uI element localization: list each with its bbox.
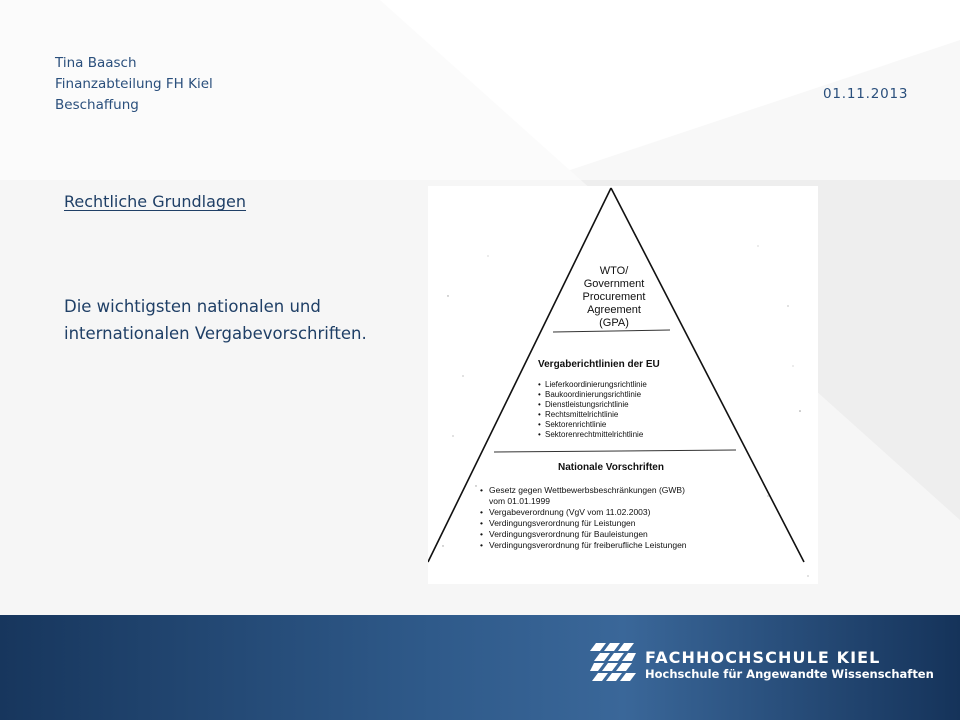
- gpa-line-1: WTO/: [599, 265, 629, 277]
- department-name: Finanzabteilung FH Kiel: [55, 76, 213, 92]
- eu-item: Sektorenrichtlinie: [545, 420, 607, 429]
- gpa-line-2: Government: [583, 278, 645, 290]
- body-line-2: internationalen Vergabevorschriften.: [64, 324, 367, 343]
- body-line-1: Die wichtigsten nationalen und: [64, 297, 321, 316]
- national-item: vom 01.01.1999: [489, 496, 550, 506]
- footer-institution-subtitle: Hochschule für Angewandte Wissenschaften: [645, 667, 934, 681]
- author-block: [55, 53, 213, 116]
- pyramid-middle: [538, 359, 660, 439]
- national-item: Verdingungsverordnung für Bauleistungen: [489, 529, 648, 539]
- national-item: Vergabeverordnung (VgV vom 11.02.2003): [489, 507, 651, 517]
- eu-item: Dienstleistungsrichtlinie: [545, 400, 629, 409]
- national-bullet: •: [480, 540, 483, 550]
- eu-bullet: •: [538, 380, 541, 389]
- eu-bullet: •: [538, 390, 541, 399]
- national-bullet: •: [480, 507, 483, 517]
- national-title: Nationale Vorschriften: [558, 462, 664, 473]
- unit-name: Beschaffung: [55, 97, 139, 113]
- eu-bullet: •: [538, 420, 541, 429]
- slide-date: 01.11.2013: [823, 86, 909, 102]
- eu-bullet: •: [538, 400, 541, 409]
- pyramid-top: [583, 265, 646, 329]
- national-bullet: •: [480, 485, 483, 495]
- eu-title: Vergaberichtlinien der EU: [538, 359, 660, 370]
- fh-kiel-logo-icon: [590, 641, 636, 689]
- gpa-line-5: (GPA): [599, 317, 629, 329]
- national-bullet: •: [480, 518, 483, 528]
- eu-item: Baukoordinierungsrichtlinie: [545, 390, 642, 399]
- eu-item: Rechtsmittelrichtlinie: [545, 410, 619, 419]
- national-item: Verdingungsverordnung für Leistungen: [489, 518, 636, 528]
- pyramid-bottom: [480, 462, 687, 550]
- section-title: Rechtliche Grundlagen: [64, 192, 247, 211]
- author-name: Tina Baasch: [55, 55, 137, 71]
- eu-bullet: •: [538, 430, 541, 439]
- footer-institution-name: FACHHOCHSCHULE KIEL: [645, 648, 881, 667]
- pyramid-image: [428, 186, 818, 584]
- eu-bullet: •: [538, 410, 541, 419]
- national-item: Gesetz gegen Wettbewerbsbeschränkungen (GWB): [489, 485, 685, 495]
- gpa-line-3: Procurement: [582, 291, 646, 303]
- eu-item: Lieferkoordinierungsrichtlinie: [545, 380, 647, 389]
- gpa-line-4: Agreement: [587, 304, 641, 316]
- national-item: Verdingungsverordnung für freiberufliche Leistungen: [489, 540, 687, 550]
- national-bullet: •: [480, 529, 483, 539]
- eu-item: Sektorenrechtmittelrichtlinie: [545, 430, 644, 439]
- body-text: [64, 293, 444, 347]
